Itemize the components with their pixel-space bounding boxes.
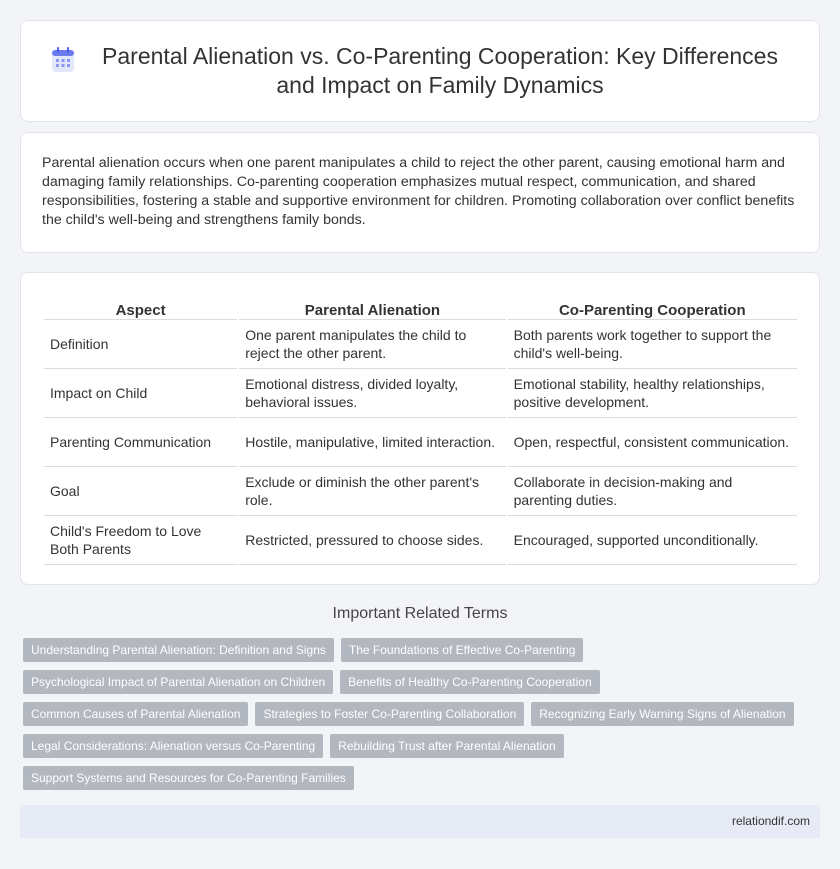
header-co-parenting: Co-Parenting Cooperation (508, 298, 797, 320)
aspect-cell: Child's Freedom to Love Both Parents (44, 516, 237, 565)
table-row (44, 467, 797, 516)
cooperation-cell: Emotional stability, healthy relationships, positive development. (508, 369, 797, 418)
cooperation-cell: Collaborate in decision-making and parenting duties. (508, 467, 797, 516)
related-term-tag[interactable]: Recognizing Early Warning Signs of Alienation (531, 702, 793, 726)
intro-paragraph: Parental alienation occurs when one parent manipulates a child to reject the other parent, causing emotional harm and damaging family relationships. Co-parenting cooperation emphasizes mutual respect, communication, and shared responsibilities, fostering a stable and supportive environment for children. Promoting collaboration over conflict benefits the child's well-being and strengthens family bonds. (42, 155, 795, 228)
intro-card (20, 132, 820, 253)
cooperation-cell: Open, respectful, consistent communication. (508, 418, 797, 467)
footer (20, 805, 820, 838)
related-term-tag[interactable]: Common Causes of Parental Alienation (23, 702, 248, 726)
table-row (44, 516, 797, 565)
header-aspect: Aspect (44, 298, 237, 320)
aspect-cell: Parenting Communication (44, 418, 237, 467)
header-card (20, 20, 820, 122)
aspect-cell: Goal (44, 467, 237, 516)
related-term-tag[interactable]: The Foundations of Effective Co-Parenting (341, 638, 584, 662)
related-term-tag[interactable]: Benefits of Healthy Co-Parenting Cooperation (340, 670, 599, 694)
related-term-tag[interactable]: Understanding Parental Alienation: Definition and Signs (23, 638, 334, 662)
comparison-table (42, 298, 799, 565)
alienation-cell: Hostile, manipulative, limited interaction. (239, 418, 505, 467)
cooperation-cell: Both parents work together to support the child's well-being. (508, 320, 797, 369)
alienation-cell: Emotional distress, divided loyalty, behavioral issues. (239, 369, 505, 418)
alienation-cell: One parent manipulates the child to reject the other parent. (239, 320, 505, 369)
related-term-tag[interactable]: Psychological Impact of Parental Alienation on Children (23, 670, 333, 694)
site-name[interactable]: relationdif.com (731, 814, 810, 828)
table-row (44, 418, 797, 467)
cooperation-cell: Encouraged, supported unconditionally. (508, 516, 797, 565)
related-term-tag[interactable]: Rebuilding Trust after Parental Alienation (330, 734, 563, 758)
table-header-row (44, 298, 797, 320)
related-terms-list (23, 638, 823, 798)
related-term-tag[interactable]: Legal Considerations: Alienation versus Co-Parenting (23, 734, 323, 758)
aspect-cell: Definition (44, 320, 237, 369)
comparison-table-card (20, 272, 820, 585)
alienation-cell: Restricted, pressured to choose sides. (239, 516, 505, 565)
related-terms-heading: Important Related Terms (332, 605, 508, 622)
alienation-cell: Exclude or diminish the other parent's role. (239, 467, 505, 516)
header-parental-alienation: Parental Alienation (239, 298, 505, 320)
table-row (44, 320, 797, 369)
aspect-cell: Impact on Child (44, 369, 237, 418)
related-term-tag[interactable]: Support Systems and Resources for Co-Parenting Families (23, 766, 354, 790)
related-term-tag[interactable]: Strategies to Foster Co-Parenting Collaboration (255, 702, 524, 726)
table-row (44, 369, 797, 418)
page-title: Parental Alienation vs. Co-Parenting Cooperation: Key Differences and Impact on Family Dynamics (102, 43, 778, 98)
